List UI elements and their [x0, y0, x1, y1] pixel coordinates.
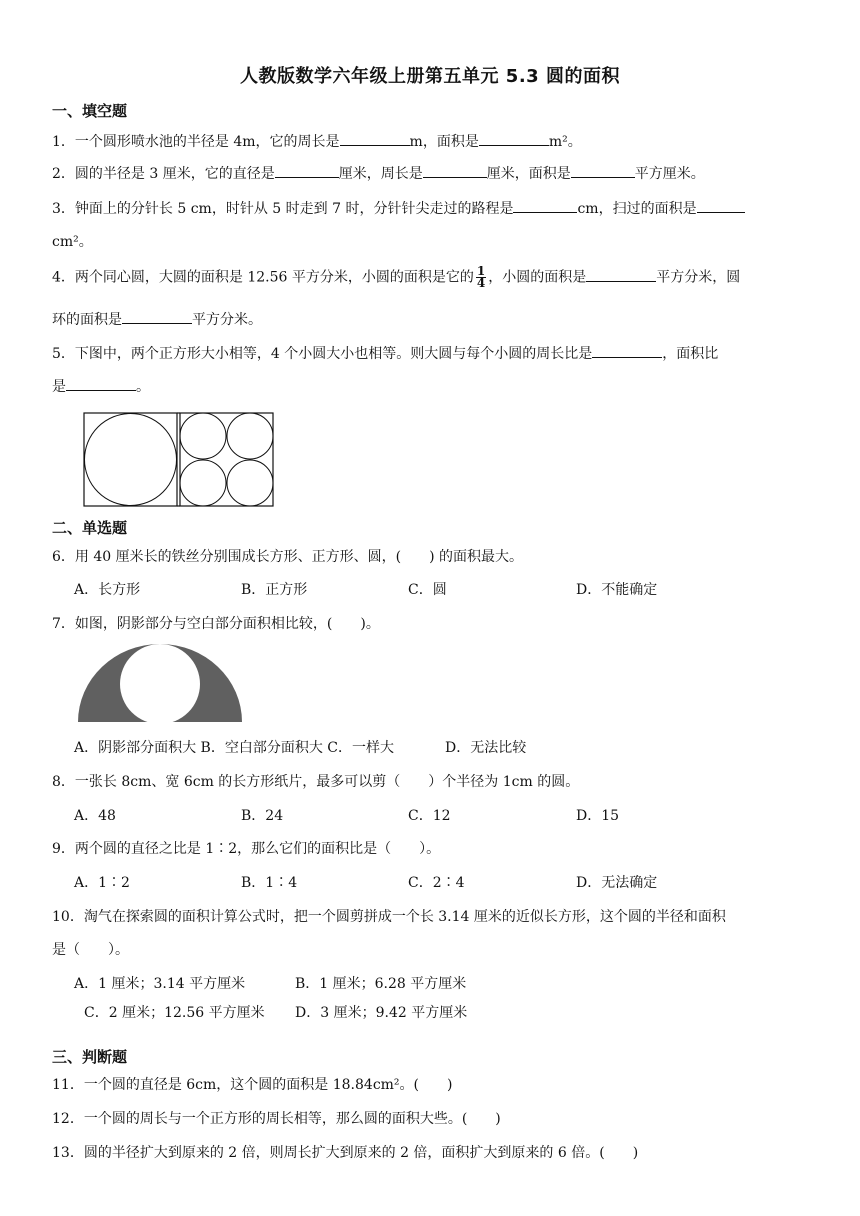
q8-option-a[interactable]: A．48 [74, 808, 116, 824]
q9-option-a[interactable]: A．1∶2 [74, 875, 130, 891]
q7-option-d[interactable]: D．无法比较 [445, 740, 527, 756]
q10-text-line2: 是（ ）。 [52, 942, 129, 958]
section-true-false: 三、判断题 [52, 1048, 128, 1066]
q12-text: 12．一个圆的周长与一个正方形的周长相等，那么圆的面积大些。( ) [52, 1111, 501, 1127]
q6-option-c[interactable]: C．圆 [408, 582, 447, 598]
q5-blank-1[interactable] [592, 343, 662, 358]
q1-text-c: m²。 [548, 134, 582, 150]
q1-blank-2[interactable] [479, 131, 549, 146]
q3-blank-2[interactable] [697, 198, 745, 213]
q5-text-c: 是 [52, 379, 66, 395]
q5-right-square [180, 413, 273, 506]
question-3 [52, 198, 745, 218]
q11-text: 11．一个圆的直径是 6cm，这个圆的面积是 18.84cm²。( ) [52, 1077, 453, 1093]
q3-text-b: cm，扫过的面积是 [577, 201, 697, 217]
q5-small-circle [227, 413, 273, 459]
q4-blank-1[interactable] [586, 267, 656, 282]
q4-blank-2[interactable] [122, 309, 192, 324]
q2-blank-3[interactable] [571, 163, 635, 178]
q13-text: 13．圆的半径扩大到原来的 2 倍，则周长扩大到原来的 2 倍，面积扩大到原来的 6 倍。( ) [52, 1145, 639, 1161]
q7-options-abc[interactable]: A．阴影部分面积大 B．空白部分面积大 C．一样大 [74, 740, 395, 756]
q4-text-d: 环的面积是 [52, 312, 122, 328]
q5-squares-circles-figure [82, 410, 278, 508]
q3-text-c: cm²。 [52, 234, 93, 250]
q9-option-d[interactable]: D．无法确定 [576, 875, 658, 891]
q2-text-a: 2．圆的半径是 3 厘米，它的直径是 [52, 166, 275, 182]
section-single-choice: 二、单选题 [52, 519, 128, 537]
q6-option-a[interactable]: A．长方形 [74, 582, 141, 598]
q2-text-c: 厘米，面积是 [486, 166, 571, 182]
q10-option-a[interactable]: A．1 厘米；3.14 平方厘米 [74, 976, 246, 992]
q6-option-b[interactable]: B．正方形 [241, 582, 308, 598]
q1-text-a: 1．一个圆形喷水池的半径是 4m，它的周长是 [52, 134, 340, 150]
q7-white-circle [120, 644, 200, 724]
question-5-cont [52, 376, 150, 396]
q5-small-circle [180, 460, 226, 506]
section-fill-in: 一、填空题 [52, 102, 128, 120]
q4-text-e: 平方分米。 [192, 312, 262, 328]
q7-semicircle-figure [76, 642, 244, 724]
question-4 [52, 266, 740, 289]
q7-text: 7．如图，阴影部分与空白部分面积相比较，( )。 [52, 616, 380, 632]
q9-text: 9．两个圆的直径之比是 1∶2，那么它们的面积比是（ ）。 [52, 841, 441, 857]
q10-option-d[interactable]: D．3 厘米；9.42 平方厘米 [295, 1005, 468, 1021]
q2-text-b: 厘米，周长是 [338, 166, 423, 182]
q6-text: 6．用 40 厘米长的铁丝分别围成长方形、正方形、圆，( ) 的面积最大。 [52, 549, 523, 565]
q4-fraction-numerator: 1 [476, 264, 486, 278]
q4-fraction-denominator: 4 [476, 276, 486, 290]
q4-fraction [476, 266, 486, 289]
q8-option-c[interactable]: C．12 [408, 808, 451, 824]
question-4-cont [52, 309, 262, 329]
q4-text-c: 平方分米，圆 [656, 269, 741, 286]
q2-text-d: 平方厘米。 [634, 166, 705, 182]
q10-text-line1: 10．淘气在探索圆的面积计算公式时，把一个圆剪拼成一个长 3.14 厘米的近似长方形，这个圆的半径和面积 [52, 909, 726, 925]
q5-small-circle [180, 413, 226, 459]
q1-text-b: m，面积是 [409, 134, 479, 150]
q10-option-b[interactable]: B．1 厘米；6.28 平方厘米 [295, 976, 467, 992]
question-1 [52, 131, 582, 151]
q2-blank-2[interactable] [423, 163, 487, 178]
q5-text-a: 5．下图中，两个正方形大小相等，4 个小圆大小也相等。则大圆与每个小圆的周长比是 [52, 346, 593, 362]
q1-blank-1[interactable] [340, 131, 410, 146]
q5-blank-2[interactable] [66, 376, 136, 391]
q4-text-b: ，小圆的面积是 [488, 269, 587, 286]
q8-option-d[interactable]: D．15 [576, 808, 620, 824]
q6-option-d[interactable]: D．不能确定 [576, 582, 658, 598]
q4-text-a: 4．两个同心圆，大圆的面积是 12.56 平方分米，小圆的面积是它的 [52, 269, 474, 286]
q5-large-circle [85, 414, 177, 506]
q3-blank-1[interactable] [513, 198, 577, 213]
q5-small-circle [227, 460, 273, 506]
q3-text-a: 3．钟面上的分针长 5 cm，时针从 5 时走到 7 时，分针针尖走过的路程是 [52, 201, 514, 217]
page-title: 人教版数学六年级上册第五单元 5.3 圆的面积 [240, 66, 620, 87]
q8-text: 8．一张长 8cm、宽 6cm 的长方形纸片，最多可以剪（ ）个半径为 1cm 的圆。 [52, 774, 580, 790]
q2-blank-1[interactable] [275, 163, 339, 178]
q9-option-c[interactable]: C．2∶4 [408, 875, 465, 891]
q9-option-b[interactable]: B．1∶4 [241, 875, 298, 891]
q5-text-b: ，面积比 [662, 346, 719, 362]
question-5 [52, 343, 718, 363]
q8-option-b[interactable]: B．24 [241, 808, 284, 824]
question-2 [52, 163, 705, 183]
q10-option-c[interactable]: C．2 厘米；12.56 平方厘米 [84, 1005, 265, 1021]
q5-text-d: 。 [136, 379, 150, 395]
